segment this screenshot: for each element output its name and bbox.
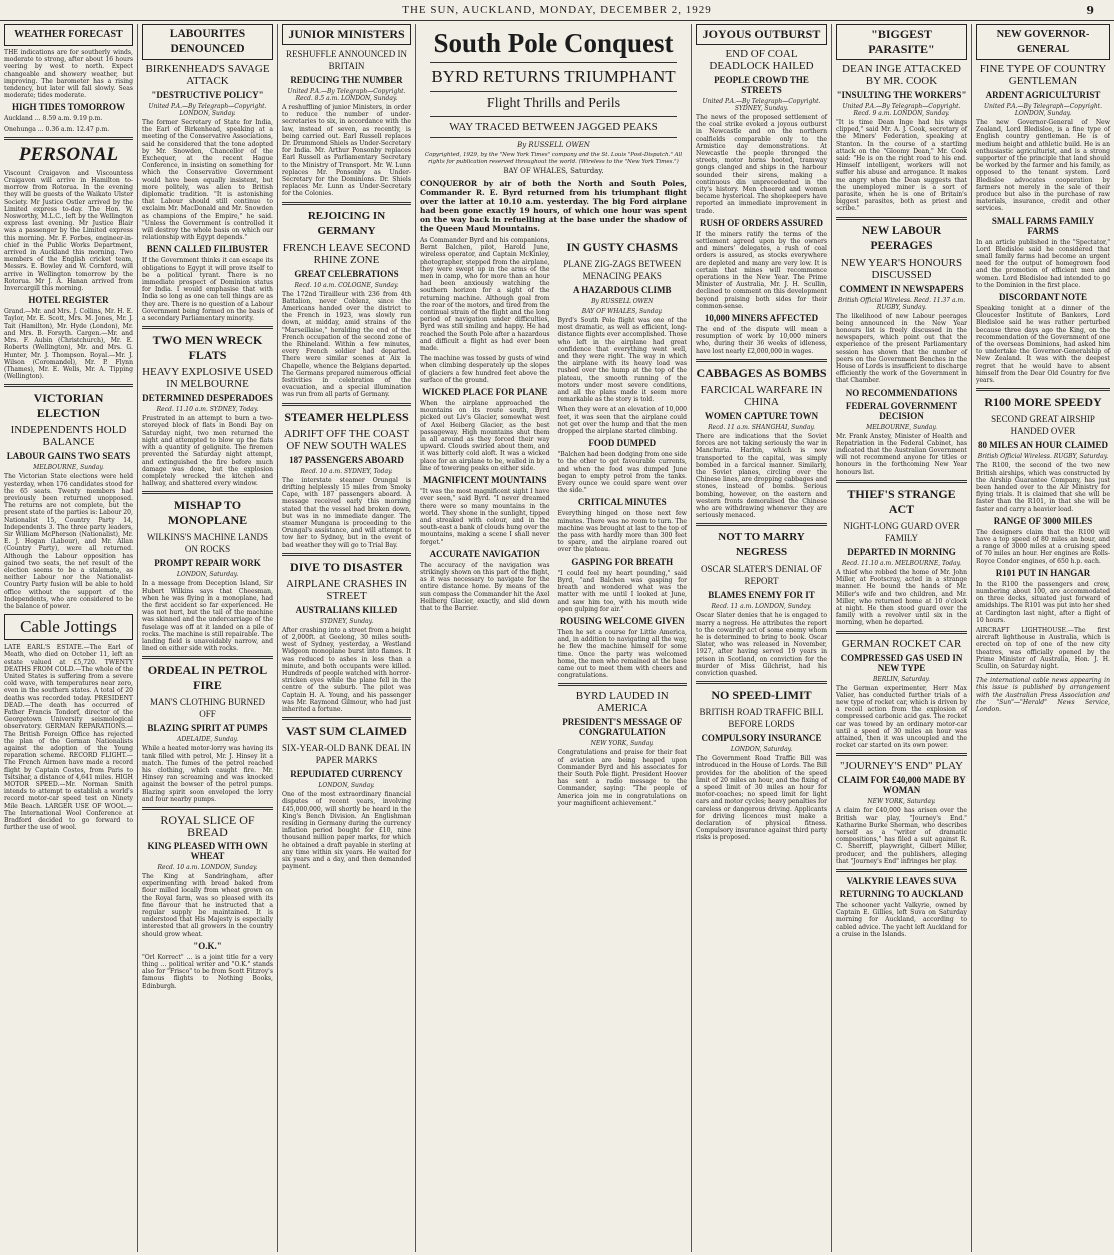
traffic-bill-sub: BRITISH ROAD TRAFFIC BILL BEFORE LORDS bbox=[699, 707, 824, 730]
weather-heading: WEATHER FORECAST bbox=[14, 29, 123, 40]
story-a5: The accuracy of the navigation was strikingly shown on this part of the flight, as it was necessary to navigate for the entire distance home. By means of the sun compass the Commander hit the Axel Heilberg Glacier, exactly, and slid down that to the Barrier. bbox=[420, 561, 550, 612]
petrol-fire-sub: MAN'S CLOTHING BURNED OFF bbox=[149, 697, 266, 720]
wreck-flats-dateline: Recd. 11.10 a.m. SYDNEY, Today. bbox=[156, 406, 259, 414]
bread-dateline: Recd. 10 a.m. LONDON, Sunday. bbox=[157, 863, 258, 871]
lead-paragraph: CONQUEROR by air of both the North and South Poles, Commander R. E. Byrd returned from his triumphant flight over the latter at 10.10 a.m. yesterday. The big Ford airplane had been gone exactly 19 hours, of which one hour was spent on the way back in refuelling at the base under the shadow of the Queen Maud Mountains. bbox=[420, 179, 687, 233]
column-1 bbox=[0, 24, 138, 1252]
federal-dateline: MELBOURNE, Sunday. bbox=[866, 423, 937, 431]
bread-text: The King at Sandringham, after experimenting with bread baked from flour milled locally from wheat grown on the Royal farm, was so pleased with its fine flavour that he instructed that a regular supply be maintained. It is understood that His Majesty is especially interested that all growers in the country should grow wheat. bbox=[142, 872, 273, 938]
peerages-dateline: British Official Wireless. Recd. 11.37 a.m. RUGBY, Sunday. bbox=[837, 296, 966, 311]
gasping-sub: GASPING FOR BREATH bbox=[571, 556, 674, 567]
vast-sum-dateline: LONDON, Sunday. bbox=[318, 782, 375, 790]
currency-sub: REPUDIATED CURRENCY bbox=[290, 769, 403, 780]
journeys-end-heading: "JOURNEY'S END" PLAY bbox=[839, 760, 963, 773]
governor-text: The new Governor-General of New Zealand, Lord Bledisloe, is a fine type of English country gentleman. He is of medium height and athletic build. He is an enthusiastic agriculturist, and is a strong supporter of the principle that land should be worked by the farmer and his family, as opposed to the tenant system. Lord Bledisloe advocates cooperation by farmers not merely in the sale of their produce but also in the purchase of raw materials, insurance, credit and other services. bbox=[976, 119, 1110, 213]
junior-ministers-box bbox=[282, 24, 411, 45]
president-sub: PRESIDENT'S MESSAGE OF CONGRATULATION bbox=[562, 717, 683, 738]
tides-onehunga: Onehunga ... 0.36 a.m. 12.47 p.m. bbox=[4, 125, 110, 133]
journeys-end-text: A claim for £40,000 has arisen over the British war play, "Journey's End." Katharine Burke Sherman, who describes herself as a "writer of dramatic compositions," has filed a suit against R. C. Sherriff, playwright, Gilbert Miller, producer, and the publishers, alleging that "Journey's End" infringes her play. bbox=[836, 807, 967, 865]
thief-text: A thief who robbed the home of Mr. John Miller, at Footscray, acted in a strange manner. He bound the hands of Mr. Miller's wife and two children, and Mr. Miller, who returned home at 10 o'clock at night. He then stood guard over the family with a revolver until six in the morning, when he departed. bbox=[836, 568, 967, 627]
departed-sub: DEPARTED IN MORNING bbox=[847, 546, 956, 557]
story-left bbox=[420, 237, 550, 810]
dean-inge-sub: DEAN INGE ATTACKED BY MR. COOK bbox=[842, 63, 961, 87]
china-sub: FARCICAL WARFARE IN CHINA bbox=[700, 383, 823, 408]
journeys-end-dateline: NEW YORK, Saturday. bbox=[867, 798, 936, 806]
story-b7: Congratulations and praise for their feat of aviation are being heaped upon Commander Byrd and his associates for their South Pole flight. President Hoover has sent a radio message to the Commander, saying: "The people of America join me in congratulations on your magnificent achievement." bbox=[557, 749, 687, 807]
story-b5: "I could feel my heart pounding," said Byrd, "and Balchen was gasping for breath and wondered what was the matter with me until I looked at June, and saw him too, with his mouth wide open gulping for air." bbox=[557, 569, 687, 613]
r100-text: The R100, the second of the two new British airships, which was constructed by the Airship Guarantee Company, has just been handed over to the Air Ministry for flying trials. It is claimed that she will be faster than the R101, in that she will be faster and carry a heavier load. bbox=[976, 462, 1110, 513]
byrd-subtitle: BYRD RETURNS TRIUMPHANT bbox=[431, 67, 676, 86]
tides-auckland: Auckland ... 8.59 a.m. 9.19 p.m. bbox=[4, 115, 103, 123]
gusty-chasms-heading: IN GUSTY CHASMS bbox=[566, 240, 679, 254]
miners-text: The end of the dispute will mean a resumption of work by 10,000 miners who, during their 36 weeks of idleness, have lost nearly £2,000,000 in wages. bbox=[696, 326, 827, 355]
story-a4: "It was the most magnificent sight I have ever seen," said Byrd. "I never dreamed there were so many mountains in the world. They shone in the sunlight, tipped and streaked with colour, and in the south-east a bank of clouds hung over the mountains, making a scene I shall never forget." bbox=[420, 488, 550, 546]
steamer-text: The interstate steamer Orungal is drifting helplessly 15 miles from Smoky Cape, with 187 passengers aboard. A message received early this morning stated that the vessel had broken down, but was in no immediate danger. The steamer Mungana is proceeding to the Orungal's assistance, and will attempt to tow her to Sydney, but in the event of bad weather they will go to Trial Bay. bbox=[282, 476, 411, 549]
byline: By RUSSELL OWEN bbox=[517, 141, 590, 149]
story-b1: Byrd's South Pole flight was one of the most dramatic, as well as efficient, long-distance flights ever accomplished. Those who left in the airplane had great confidence that everything went well, and they were right. The way in which the airplane with its heavy load was rushed over the hump at the top of the plateau, the smooth running of the motors under most severe conditions, and all the plans made it seem more remarkable as the story is told. bbox=[557, 317, 687, 404]
agriculturist-sub: ARDENT AGRICULTURIST bbox=[985, 90, 1101, 100]
story-b2: When they were at an elevation of 10,000 feet, it was seen that the airplane could not get over the hump and that the men dropped the airplane started climbing. bbox=[557, 406, 687, 436]
farms-text: In an article published in the "Spectator," Lord Bledisloe said he considered that small family farms had become an urgent need for the output of homegrown food and the promotion of efficient men and women. Lord Bledisloe had intended to go to the Dominion in the first place. bbox=[976, 238, 1110, 289]
vast-sum-text: One of the most extraordinary financial disputes of recent years, involving £45,000,000, will shortly be heard in the King's Bench Division. An Englishman residing in Germany during the currency inflation period bought for £10, nine thousand million paper marks, for which he obtained a draft payable in sterling at any time within six years. He waited for six years and a day, and then demanded payment. bbox=[282, 791, 411, 871]
monoplane-dateline: LONDON, Saturday. bbox=[176, 571, 239, 579]
victorian-heading: VICTORIAN ELECTION bbox=[33, 391, 104, 421]
honours-sub: NEW YEAR'S HONOURS DISCUSSED bbox=[840, 256, 963, 281]
victorian-sub: INDEPENDENTS HOLD BALANCE bbox=[10, 424, 127, 449]
thief-heading: THIEF'S STRANGE ACT bbox=[847, 486, 956, 516]
recommendations-sub: NO RECOMMENDATIONS bbox=[845, 387, 958, 398]
cable-jottings-text: LATE EARL'S ESTATE.—The Earl of Meath, who died on October 11, left an estate valued at £5,720. TWENTY DEATHS FROM COLD.—The whole of the United States is suffering from a severe cold wave, with temperatures near zero, even in the southern states. A total of 20 deaths was recorded today. PRESIDENT DEAD.—The death has occurred of Father Francis Tondorf, director of the Georgetown University seismological observatory. GERMAN REPARATIONS.—The British Foreign Office has rejected the plan of the German Nationalists against the adoption of the Young reparation scheme. RECORD FLIGHT.—The French Airmen have made a record flight by Captain Costes, from Paris to Tsitsihar, a distance of 4,641 miles. HIGH MOTOR SPEED.—Mr. Norman Smith intends to attempt to establish a world's record motor-car speed test on Ninety Mile Beach. LARGER USE OF WOOL.—The International Wool Conference at Bradford decided to go forward to further the use of wool. bbox=[4, 644, 133, 832]
petrol-fire-heading: ORDEAL IN PETROL FIRE bbox=[147, 663, 268, 693]
orders-text: If the miners ratify the terms of the settlement agreed upon by the owners and miners' delegates, a rush of coal orders is assured, as stocks everywhere are depleted and many are very low. It is certain that mines will recommence operations in the New Year. The Prime Minister of Australia, Mr. J. H. Scullin, declined to comment on this development beyond praising both sides for their common-sense. bbox=[696, 230, 827, 310]
bread-heading: ROYAL SLICE OF BREAD bbox=[160, 812, 255, 839]
farms-sub: SMALL FARMS FAMILY FARMS bbox=[991, 215, 1095, 236]
navigation-sub: ACCURATE NAVIGATION bbox=[429, 548, 540, 559]
wicked-place-sub: WICKED PLACE FOR PLANE bbox=[422, 387, 548, 398]
story-right bbox=[558, 237, 688, 810]
wreck-flats-heading: TWO MEN WRECK FLATS bbox=[152, 333, 263, 363]
steamer-dateline: Recd. 10 a.m. SYDNEY, Today. bbox=[300, 467, 393, 475]
lauded-heading: BYRD LAUDED IN AMERICA bbox=[575, 690, 669, 715]
speed-limit-dateline: LONDON, Saturday. bbox=[730, 746, 793, 754]
page-number: 9 bbox=[1086, 4, 1094, 17]
jagged-peaks-subtitle: WAY TRACED BETWEEN JAGGED PEAKS bbox=[449, 121, 658, 133]
byline-2: By RUSSELL OWEN bbox=[591, 298, 654, 305]
labourites-text: The former Secretary of State for India, the Earl of Birkenhead, speaking at a meeting of the Conservative Associations, said he considered that the tone adopted by Mr. Snowden, Chancellor of the Exchequer, at the recent Hague Conference, in insisting on something for which the Conservative Government would have been equally insistent, but more politely, was alien to British diplomatic tradition. "It is astonishing that Labour should still continue to exclaim Mr. MacDonald and Mr. Snowden as champions of the Empire," he said. "Unless the Government is controlled it will destroy the whole basis on which our relationship with Egypt depends." bbox=[142, 119, 273, 242]
flight-thrills-subtitle: Flight Thrills and Perils bbox=[486, 96, 621, 111]
lighthouse-text: AIRCRAFT LIGHTHOUSE.—The first aircraft lighthouse in Australia, which is erected on top of one of the new city theatres, was officially opened by the Prime Minister of Australia, Hon. J. H. Scullin, on Saturday night. bbox=[976, 626, 1110, 670]
parasite-heading: "BIGGEST PARASITE" bbox=[868, 27, 935, 56]
personal-heading: PERSONAL bbox=[18, 143, 119, 165]
returning-sub: RETURNING TO AUCKLAND bbox=[839, 888, 964, 899]
joyous-box bbox=[696, 24, 827, 45]
claim-sub: CLAIM FOR £40,000 MADE BY WOMAN bbox=[837, 775, 966, 796]
gusty-dateline: BAY OF WHALES, Sunday. bbox=[581, 308, 663, 315]
weather-text: THE indications are for southerly winds, moderate to strong, after about 16 hours veering by west to north. Expect changeable and showery weather, but improving. The barometer has a rising tendency, but later will fall slowly. Seas moderate; tides moderate. bbox=[4, 49, 133, 100]
passengers-sub: 187 PASSENGERS ABOARD bbox=[289, 454, 404, 465]
cabbages-dateline: Recd. 11 a.m. SHANGHAI, Sunday. bbox=[708, 423, 815, 431]
labourites-box bbox=[142, 24, 273, 60]
labourites-dateline: United P.A.—By Telegraph—Copyright. LONDON, Sunday. bbox=[148, 103, 267, 117]
reshuffle-sub: RESHUFFLE ANNOUNCED IN BRITAIN bbox=[285, 49, 407, 71]
coal-deadlock-sub: END OF COAL DEADLOCK HAILED bbox=[709, 48, 814, 72]
eighty-miles-sub: 80 MILES AN HOUR CLAIMED bbox=[977, 440, 1108, 451]
wreck-flats-text: Frustrated in an attempt to burn a two-storeyed block of flats in Bondi Bay on Saturday night, two men returned the night and attempted to blow up the flats with a quantity of gelignite. The firemen prevented the Saturday night attempt, and extinguished the fire before much damage was done, but the explosion completely wrecked the kitchen and hallway, and shattered every window. bbox=[142, 415, 273, 488]
bank-deal-sub: SIX-YEAR-OLD BANK DEAL IN PAPER MARKS bbox=[282, 743, 411, 766]
critical-sub: CRITICAL MINUTES bbox=[577, 497, 667, 508]
petrol-fire-dateline: ADELAIDE, Sunday. bbox=[177, 736, 238, 744]
valkyrie-heading: VALKYRIE LEAVES SUVA bbox=[846, 875, 957, 886]
australians-killed-sub: AUSTRALIANS KILLED bbox=[295, 604, 398, 615]
parasite-box bbox=[836, 24, 967, 60]
germany-dateline: Recd. 10 a.m. COLOGNE, Sunday. bbox=[294, 281, 399, 289]
reducing-sub: REDUCING THE NUMBER bbox=[290, 75, 403, 85]
south-pole-title: South Pole Conquest bbox=[433, 28, 674, 58]
story-a1: As Commander Byrd and his companions, Bernt Balchen, pilot, Harold June, wireless operator, and Captain McKinley, photographer, stepped from the airplane, they were swept up in the arms of the men in camp, who for more than an hour had been anxiously watching the southern horizon for a sight of the returning machine. Although goal from the roar of the motors, and tired from the continual strain of the flight and the long period of navigation under difficulties, Byrd was still smiling and happy. He had reached the South Pole after a hazardous and difficult a flight as had ever been made. bbox=[420, 237, 550, 353]
personal-text: Viscount Craigavon and Viscountess Craigavon will arrive in Hamilton to-morrow from Rotorua. In the evening they will be guests of the Waikato Ulster Society. Mr Justice Ostler arrived by the Limited express to-day. The Hon. W. Nosworthy, M.L.C., left by the Wellington express last evening. Mr Justice Blair was a passenger by the Limited express this morning. Mr. F. Forbes, engineer-in-chief in the Public Works Department, arrived in Auckland this morning. Two members of the English cricket team, Messrs. E. Bowley and W. Cornford, will arrive in Wellington tomorrow by the Rotorua. Mr J. A. Hanan arrived from Invercargill this morning. bbox=[4, 169, 133, 293]
rocket-car-heading: GERMAN ROCKET CAR bbox=[841, 637, 962, 650]
airship-sub: SECOND GREAT AIRSHIP HANDED OVER bbox=[991, 414, 1095, 437]
guard-sub: NIGHT-LONG GUARD OVER FAMILY bbox=[843, 520, 960, 543]
masthead bbox=[0, 4, 1114, 21]
gentleman-sub: FINE TYPE OF COUNTRY GENTLEMAN bbox=[979, 63, 1107, 87]
speed-limit-text: The Government Road Traffic Bill was introduced in the House of Lords. The Bill provides for the abolition of the speed limit of 20 miles an hour, and the fixing of a speed limit of 30 miles an hour for motor-coaches; no speed limit for light cars and motor cycles; heavy penalties for careless or dangerous driving. Applicants for driving licences must make a declaration of physical fitness. Compulsory insurance against third party risks is proposed. bbox=[696, 755, 827, 842]
cable-jottings-heading: Cable Jottings bbox=[4, 614, 133, 640]
column-4 bbox=[416, 24, 692, 1252]
parasite-text: "It is time Dean Inge had his wings clipped," said Mr. A. J. Cook, secretary of the Miners' Federation, speaking at Stanton. In the course of a startling attack on the "Gloomy Dean," Mr. Cook said: "He is on the right road to his end. Himself intelligent, workers will not suffer his abuse and arrogance. It makes me angry when the Dean suggests that the unemployed miner is a sort of parasite, when he is one of Britain's biggest parasites, both as priest and scribe." bbox=[836, 119, 967, 213]
federal-sub: FEDERAL GOVERNMENT DECISION bbox=[845, 400, 958, 421]
dive-dateline: SYDNEY, Sunday. bbox=[319, 617, 374, 625]
story-a3: When the airplane approached the mountains on its route south, Byrd picked out Liv's Glacier, somewhat west of Axel Heiberg Glacier, as the best passageway. High mountains shut them in all around as they forced their way upward. Clouds swirled about them, and it was bitterly cold aloft. It was a wicked place for an airplane to be, walled in by a line of towering peaks on either side. bbox=[420, 400, 550, 472]
destructive-sub: "DESTRUCTIVE POLICY" bbox=[151, 90, 264, 100]
copyright-note: Copyrighted, 1929, by the "New York Times" company and the St. Louis "Post-Dispatch." All rights for publication reserved throughout the world. (Wireless to the "New York Times.") bbox=[424, 152, 683, 165]
blazing-sub: BLAZING SPIRIT AT PUMPS bbox=[147, 723, 268, 734]
column-3 bbox=[278, 24, 416, 1252]
joyous-dateline: United P.A.—By Telegraph—Copyright. SYDNEY, Sunday. bbox=[702, 98, 821, 112]
ok-text: "Orl Korrect" ... is a joint title for a very thing ... political writer and "O.K." stands also for "Frisco" to be from Scott Fitzroy's famous flights to Nothing Books, Edinburgh. bbox=[142, 953, 273, 990]
steamer-heading: STEAMER HELPLESS bbox=[284, 409, 409, 424]
dive-text: After crashing into a street from a height of 2,000ft. at Geelong, 30 miles south-west of Sydney, yesterday, a Westland Widgeon monoplane burst into flames. It was reduced to ashes in less than a minute, and both occupants were killed. Hundreds of people watched with horror-stricken eyes while the plane fell in the centre of the suburb. The pilot was Captain H. A. Young, and his passenger was Mr. Raymond Gilmour, who had just inherited a fortune. bbox=[282, 626, 411, 713]
crowd-sub: PEOPLE CROWD THE STREETS bbox=[714, 75, 809, 95]
germany-heading: REJOICING IN GERMANY bbox=[307, 209, 386, 237]
story-b6: Then he set a course for Little America, and, in addition to navigating all the way, he flew the machine himself for some time. Once the party was welcomed home, the men who remained at the base came out to meet them with cheers and congratulations. bbox=[557, 628, 687, 680]
story-a2: The machine was tossed by gusts of wind when climbing desperately up the slopes of glaciers a few hundred feet above the surface of the ground. bbox=[420, 355, 550, 384]
rhine-sub: FRENCH LEAVE SECOND RHINE ZONE bbox=[282, 241, 411, 266]
peerages-text: The likelihood of new Labour peerages being announced in the New Year honours list is freely discussed in the newspapers, which point out that the experience of the present Parliamentary session has shown that the number of peers on the Government Benches in the House of Lords is insufficient to discharge efficiently the work of the Government in that Chamber. bbox=[836, 312, 967, 385]
joyous-text: The news of the proposed settlement of the coal strike evoked a joyous outburst in Newcastle and on the northern coalfields comparable only to the Armistice day demonstrations. At Newcastle the people thronged the streets, motor horns hooted, tramway gongs clanged and ships in the harbour sounded their sirens, making a continuous din unprecedented in the city's history. Men cheered and women became hysterical. The shopkeepers have reported an immediate improvement in trade. bbox=[696, 114, 827, 215]
rocket-dateline: BERLIN, Saturday. bbox=[872, 675, 931, 683]
column-2 bbox=[138, 24, 278, 1252]
negress-dateline: Recd. 11 a.m. LONDON, Sunday. bbox=[711, 603, 812, 611]
monoplane-heading: MISHAP TO MONOPLANE bbox=[167, 498, 248, 528]
petrol-fire-text: While a heated motor-lorry was having its tank filled with petrol, Mr. J. Hinsey lit a match. The fumes of the petrol reached his clothing, which caught fire. Mr. Hinsey ran screaming and was knocked against the bowser of the petrol pumps. Blazing spirit soon enveloped the lorry and four nearby pumps. bbox=[142, 745, 273, 803]
rocket-text: The German experimenter, Herr Max Valier, has conducted further trials of a new type of rocket car, which is driven by a recoil action from the explosion of compressed carbonic acid gas. The rocket car was towed by an ordinary motor-car until a speed of 30 miles an hour was attained, then it was uncoupled and the rocket car started on its own power. bbox=[836, 684, 967, 750]
masthead-title: THE SUN, AUCKLAND, MONDAY, DECEMBER 2, 1929 bbox=[402, 4, 712, 16]
governor-dateline: United P.A.—By Telegraph—Copyright. LONDON, Sunday. bbox=[983, 103, 1103, 117]
cabbages-heading: CABBAGES AS BOMBS bbox=[696, 365, 827, 380]
vast-sum-heading: VAST SUM CLAIMED bbox=[286, 724, 407, 739]
victorian-dateline: MELBOURNE, Sunday. bbox=[33, 464, 104, 472]
governor-heading: NEW GOVERNOR-GENERAL bbox=[996, 29, 1090, 55]
column-6 bbox=[832, 24, 972, 1252]
federal-text: Mr. Frank Anstey, Minister of Health and Repatriation in the Federal Cabinet, has indicated that the Australian Government will not recommend anyone for titles or honours in the forthcoming New Year honours list. bbox=[836, 432, 967, 476]
hangar-text: In the R100 the passengers and crew, numbering about 100, are accommodated on three decks, situated just forward of amidships. The R101 was put into her shed at Cardington last night, after a flight of 10 hours. bbox=[976, 580, 1110, 624]
desperadoes-sub: DETERMINED DESPERADOES bbox=[142, 393, 273, 404]
food-dumped-sub: FOOD DUMPED bbox=[588, 438, 657, 449]
wreck-flats-sub: HEAVY EXPLOSIVE USED IN MELBOURNE bbox=[142, 366, 273, 391]
tides-heading: HIGH TIDES TOMORROW bbox=[11, 102, 126, 113]
benn-sub: BENN CALLED FILIBUSTER bbox=[146, 244, 269, 255]
monoplane-text: In a message from Deception Island, Sir Hubert Wilkins says that Cheesman, when he was flying in a monoplane, had the first accident so far experienced. He was not hurt, but the tail of the machine was skinned and the undercarriage of the fuselage was off at it landed on a pile of rocks. The machine is still repairable. The landing field is unavoidably narrow, and lined on either side with rocks. bbox=[142, 580, 273, 653]
negress-heading: NOT TO MARRY NEGRESS bbox=[718, 531, 805, 559]
two-column-story bbox=[420, 237, 687, 810]
benn-text: If the Government thinks it can escape its obligations to Egypt it will prove itself to be a political tyrant. There is no immediate prospect of Dominion status for India. I would emphasise that with India so long as one can tell things are as they are. There is no question of a Labour Government being formed on the basis of a secondary Parliamentary minority. bbox=[142, 257, 273, 323]
insurance-sub: COMPULSORY INSURANCE bbox=[701, 733, 822, 744]
repair-sub: PROMPT REPAIR WORK bbox=[154, 558, 261, 569]
orders-sub: RUSH OF ORDERS ASSURED bbox=[700, 217, 823, 228]
thief-dateline: Recd. 11.10 a.m. MELBOURNE, Today. bbox=[841, 559, 962, 567]
dive-heading: DIVE TO DISASTER bbox=[290, 559, 403, 574]
adrift-sub: ADRIFT OFF THE COAST OF NEW SOUTH WALES bbox=[283, 427, 410, 452]
cabbages-text: There are indications that the Soviet forces are not taking seriously the war in Manchuria. Harbin, which is now transported to the capital, was simply bombed in a farcical manner. Similarly, the Soviet planes, circling over the Chinese lines, are dropping cabbages and stones, instead of bombs. Serious bombing, however, on the eastern and western fronts demoralised the Chinese who are withdrawing whenever they are seriously menaced. bbox=[696, 432, 827, 520]
hotel-heading: HOTEL REGISTER bbox=[28, 295, 109, 306]
labourites-heading: LABOURITES DENOUNCED bbox=[169, 28, 246, 55]
r100-dateline: British Official Wireless. RUGBY, Saturday. bbox=[977, 453, 1109, 461]
r100-heading: R100 MORE SPEEDY bbox=[984, 395, 1102, 410]
enemy-sub: BLAMES ENEMY FOR IT bbox=[708, 590, 815, 601]
speed-limit-heading: NO SPEED-LIMIT bbox=[711, 688, 812, 703]
bread-sub: KING PLEASED WITH OWN WHEAT bbox=[147, 840, 268, 861]
germany-text: The 172nd Tirailleur with 236 from 4th Battalion, never Coblenz, since the Americans handed over the district to the French in 1923, was slowly run down, at midday, amid strains of the "Marseillaise," heralding the end of the French occupation of the second zone of the Rhineland. Within a few minutes, every French soldier had departed. There were similar scenes at Aix la Chapelle, whence the Belgians departed. The Germans prepared numerous official festivities in celebration of the evacuation, and a special illumination was run from all parts of Germany. bbox=[282, 290, 411, 399]
column-5 bbox=[692, 24, 832, 1252]
women-sub: WOMEN CAPTURE TOWN bbox=[704, 410, 819, 421]
weather-box bbox=[4, 24, 133, 46]
newspapers-sub: COMMENT IN NEWSPAPERS bbox=[839, 283, 964, 294]
story-b4: Everything hinged on those next few minutes. There was no room to turn. The machine was brought at last to the top of the pass with hardly more than 300 feet to spare, and the airplane roared out over the plateau. bbox=[557, 510, 687, 554]
column-7 bbox=[972, 24, 1114, 1252]
negress-text: Oscar Slater denies that he is engaged to marry a negress. He attributes the report to the cowardly act of some enemy whom he is determined to bring to book. Oscar Slater, who was released in November, 1927, after having served 19 years in prison in Scotland, on conviction for the murder of Miss Gilchrist, had his conviction quashed. bbox=[696, 612, 827, 677]
celebrations-sub: GREAT CELEBRATIONS bbox=[294, 268, 399, 279]
joyous-heading: JOYOUS OUTBURST bbox=[702, 27, 821, 41]
cable-note: The international cable news appearing in this issue is published by arrangement with the Australian Press Association and the "Sun"—"Herald" News Service, London. bbox=[976, 677, 1110, 713]
governor-box bbox=[976, 24, 1110, 60]
junior-ministers-text: A reshuffling of junior Ministers, in order to reduce the number of under-secretaries to six, in accordance with the law, instead of seven, as recently, is being carried out. Earl Russell replaces Dr. Drummond Shiels as Under-Secretary for India. Mr. Arthur Ponsonby replaces Earl Russell as Parliamentary Secretary to the Ministry of Transport. Mr. W. Lunn replaces Mr. Ponsonby as Under-Secretary for the Dominions. Dr. Shiels replaces Mr. Lunn as Under-Secretary for the Colonies. bbox=[282, 104, 411, 198]
hangar-sub: R101 PUT IN HANGAR bbox=[995, 567, 1091, 578]
junior-ministers-heading: JUNIOR MINISTERS bbox=[288, 27, 405, 41]
zigzag-sub: PLANE ZIG-ZAGS BETWEEN MENACING PEAKS bbox=[563, 259, 682, 281]
birkenhead-sub: BIRKENHEAD'S SAVAGE ATTACK bbox=[145, 63, 270, 87]
parasite-dateline: United P.A.—By Telegraph—Copyright. Recd. 9 a.m. LONDON, Sunday. bbox=[842, 103, 961, 117]
lauded-dateline: NEW YORK, Sunday. bbox=[590, 740, 654, 748]
range-sub: RANGE OF 3000 MILES bbox=[993, 515, 1093, 526]
airplane-crash-sub: AIRPLANE CRASHES IN STREET bbox=[285, 577, 407, 602]
insulting-sub: "INSULTING THE WORKERS" bbox=[836, 90, 967, 100]
hazardous-sub: A HAZARDOUS CLIMB bbox=[572, 285, 672, 295]
range-text: The designers claim that the R100 will have a top speed of 80 miles an hour, and a range of 3000 miles at a cruising speed of 70 miles an hour. Her engines are Rolls-Royce Condor engines, of 650 h.p. each. bbox=[976, 528, 1110, 565]
junior-ministers-dateline: United P.A.—By Telegraph—Copyright. Recd. 8.5 a.m. LONDON, Sunday. bbox=[287, 88, 406, 102]
welcome-sub: ROUSING WELCOME GIVEN bbox=[559, 615, 685, 626]
miners-sub: 10,000 MINERS AFFECTED bbox=[704, 313, 819, 324]
peerages-heading: NEW LABOUR PEERAGES bbox=[861, 224, 942, 252]
gas-sub: COMPRESSED GAS USED IN NEW TYPE bbox=[840, 652, 963, 673]
valkyrie-text: The schooner yacht Valkyrie, owned by Captain E. Gillies, left Suva on Saturday morning for Auckland, according to cabled advice. The yacht left Auckland for a cruise in the Islands. bbox=[836, 901, 967, 938]
victorian-sub2: LABOUR GAINS TWO SEATS bbox=[6, 451, 131, 462]
mountains-sub: MAGNIFICENT MOUNTAINS bbox=[423, 475, 547, 486]
discordant-text: Speaking tonight at a dinner of the Gloucester Institute of Bankers, Lord Bledisloe said he was rather perturbed because three days ago the King, on the recommendation of the Government of one of the overseas Dominions, had asked him to undertake the Governor-Generalship of New Zealand. It was with the deepest regret that he would have to absent himself from the Dear Old Country for five years. bbox=[976, 305, 1110, 385]
hotel-text: Grand.—Mr. and Mrs. J. Collins, Mr. H. E. Taylor, Mr. E. Scott, Mrs. M. Jones, Mr. J. Tait (Hamilton), Mr. Hyde (London), Mr. and Mrs. B. Forsyth. Cargen.—Mr. and Mrs. F. Aubin (Christchurch), Mr. E. Roberts (Wellington), Mr. and Mrs. G. Hunter, Mr. J. Thompson. Royal.—Mr. J. Wilson (Coromandel), Mr. P. Flynn (Thames), Mr. E. Wells, Mr. A. Tipping (Wellington). bbox=[4, 308, 133, 381]
victorian-text: The Victorian State elections were held yesterday, when 176 candidates stood for the 65 seats. Twenty members had previously been returned unopposed. The returns are not complete, but the present state of the parties is: Labour 20, Nationalist 15, Country Party 14, Independents 3. The three party leaders, Sir William McPherson (Nationalist), Mr. E. J. Hogan (Labour), and Mr. Allan (Country Party), were all returned. Although the Labour opposition has gained two seats, the net result of the election seems to be a stalemate, as neither Labour nor the Nationalist-Country Party fusion will be able to hold office without the support of the Independents, who are considered to be the balance of power. bbox=[4, 473, 133, 610]
discordant-sub: DISCORDANT NOTE bbox=[998, 292, 1088, 303]
slater-sub: OSCAR SLATER'S DENIAL OF REPORT bbox=[700, 564, 823, 587]
story-b3: "Balchen had been dodging from one side to the other to get favourable currents, and when the food was dumped June began to empty petrol from the tanks. Every ounce we could spare went over the side." bbox=[557, 451, 687, 495]
bay-dateline: BAY OF WHALES, Saturday. bbox=[503, 167, 604, 175]
monoplane-sub: WILKINS'S MACHINE LANDS ON ROCKS bbox=[146, 532, 269, 555]
ok-sub: "O.K." bbox=[193, 940, 222, 951]
